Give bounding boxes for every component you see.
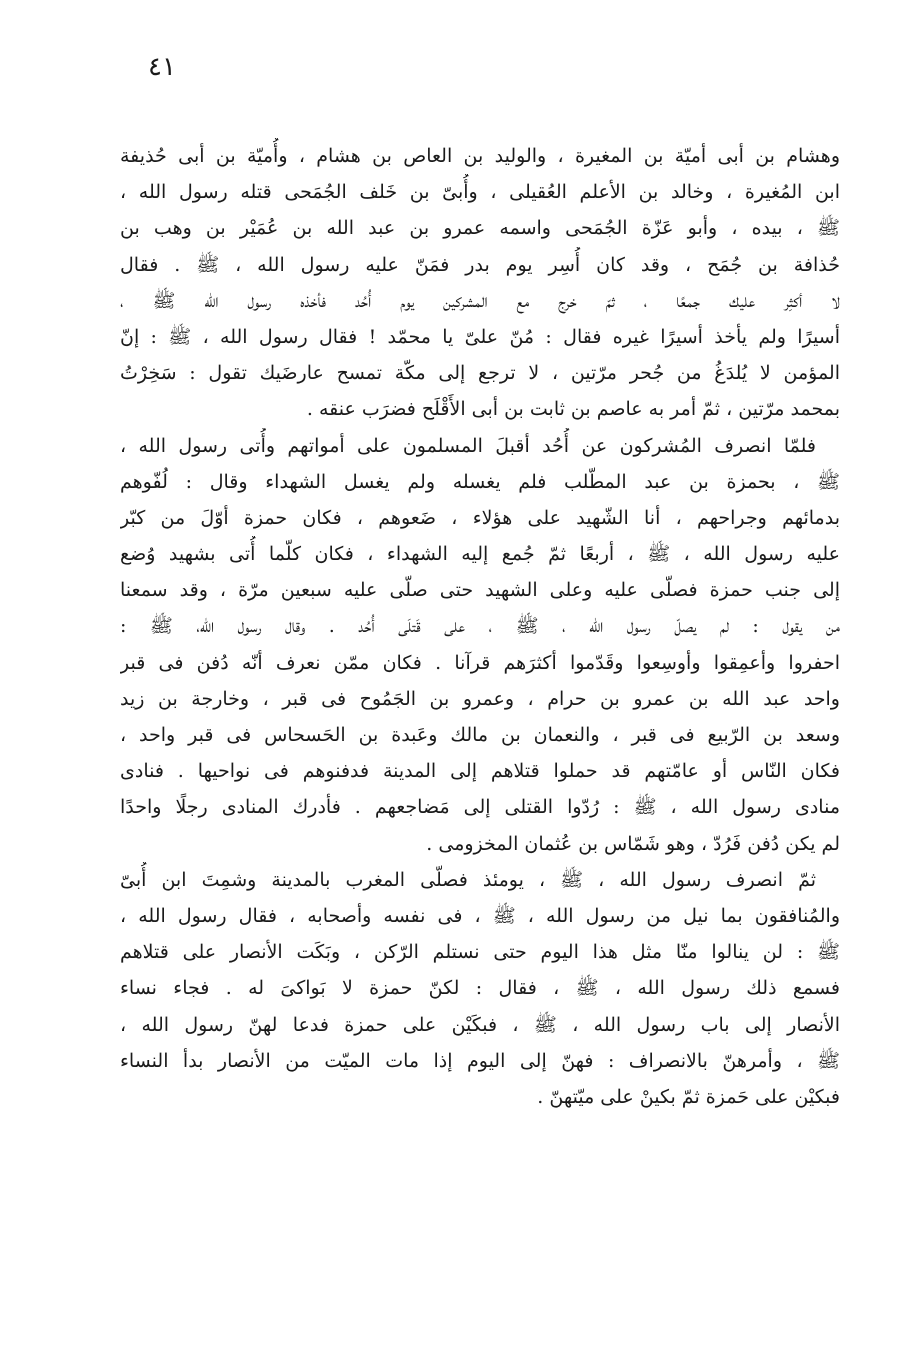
- text-line: فسمع ذلك رسول الله ، ﷺ ، فقال : لكنّ حمزة لا بَواكىَ له . فجاء نساء: [120, 977, 840, 1000]
- page-number: ٤١: [148, 52, 176, 82]
- text-line: فكان النّاس أو عامّتهم قد حملوا قتلاهم إلى المدينة فدفنوهم فى نواحيها . فنادى: [120, 760, 840, 783]
- text-line: الأنصار إلى باب رسول الله ، ﷺ ، فبكَيْن على حمزة فدعا لهنّ رسول الله ،: [120, 1013, 840, 1036]
- text-line: والمُنافقون بما نيل من رسول الله ، ﷺ ، فى نفسه وأصحابه ، فقال رسول الله ،: [120, 904, 840, 927]
- text-line: ﷺ ، وأمرهنّ بالانصراف : فهنّ إلى اليوم إذا مات الميّت من الأنصار بدأ النساء: [120, 1049, 840, 1072]
- text-line: وهشام بن أبى أميّة بن المغيرة ، والوليد بن العاص بن هشام ، وأُميّة بن أبى حُذيفة: [120, 145, 840, 167]
- text-line: أسيرًا ولم يأخذ أسيرًا غيره فقال : مُنّ علىّ يا محمّد ! فقال رسول الله ، ﷺ : إنّ: [120, 325, 840, 348]
- text-line: منادى رسول الله ، ﷺ : رُدّوا القتلى إلى مَضاجعهم . فأدرك المنادى رجلًا واحدًا: [120, 796, 840, 819]
- text-line: إلى جنب حمزة فصلّى عليه وعلى الشهيد حتى صلّى عليه سبعين مرّة ، وقد سمعنا: [120, 579, 840, 602]
- text-line: لا أكثِر عليك جمعًا ، ثمّ خرج مع المشركين يوم أُحُد فأخذه رسول الله ﷺ ،: [120, 289, 840, 312]
- text-line: فبكيْن على حَمزة ثمّ بكينْ على ميّتهنّ .: [537, 1085, 840, 1108]
- text-line: واحد عبد الله بن عمرو بن حرام ، وعمرو بن الجَمُوح فى قبر ، وخارجة بن زيد: [120, 687, 840, 710]
- text-line: ﷺ ، بيده ، وأبو عَزّة الجُمَحى واسمه عمرو بن عبد الله بن عُمَيْر بن وهب بن: [120, 217, 840, 240]
- text-line: وسعد بن الرّبيع فى قبر ، والنعمان بن مالك وعَبدة بن الحَسحاس فى قبر واحد ،: [120, 724, 840, 746]
- body-text: [120, 138, 840, 1115]
- text-line: احفروا وأعمِقوا وأوسِعوا وقَدّموا أكثرَهم قرآنا . فكان ممّن نعرف أنّه دُفن فى قبر: [120, 651, 840, 674]
- text-line: بمحمد مرّتين ، ثمّ أمر به عاصم بن ثابت بن أبى الأَقْلَح فضرَب عنقه .: [306, 398, 840, 421]
- text-line: المؤمن لا يُلدَغُ من جُحر مرّتين ، لا ترجع إلى مكّة تمسح عارضَيك تقول : سَخِرْتُ: [120, 362, 840, 385]
- text-line: ثمّ انصرف رسول الله ، ﷺ ، يومئذ فصلّى المغرب بالمدينة وشمِتَ ابن أُبىّ: [120, 868, 816, 891]
- text-line: من يقول : لم يصلّ رسول الله ، ﷺ ، على قَتلَى أُحُد . وقال رسول الله، ﷺ :: [120, 615, 840, 638]
- text-line: فلمّا انصرف المُشركون عن أُحُد أقبلَ المسلمون على أمواتهم وأُتى رسول الله ،: [120, 434, 816, 457]
- text-line: بدمائهم وجراحهم ، أنا الشّهيد على هؤلاء ، ضَعوهم ، فكان حمزة أوّلَ من كبّر: [120, 506, 840, 529]
- text-line: عليه رسول الله ، ﷺ ، أربعًا ثمّ جُمع إليه الشهداء ، فكان كلّما أُتى بشهيد وُضع: [120, 543, 840, 566]
- text-line: ابن المُغيرة ، وخالد بن الأعلم العُقيلى ، وأُبىّ بن خَلف الجُمَحى قتله رسول الله ،: [120, 181, 840, 204]
- text-line: ﷺ ، بحمزة بن عبد المطّلب فلم يغسله ولم يغسل الشهداء وقال : لُفّوهم: [120, 470, 840, 493]
- text-line: حُذافة بن جُمَح ، وقد كان أُسِر يوم بدر فمَنّ عليه رسول الله ، ﷺ . فقال: [120, 253, 840, 276]
- text-line: لم يكن دُفن فَرُدّ ، وهو شَمّاس بن عُثمان المخزومى .: [426, 832, 840, 855]
- text-line: ﷺ : لن ينالوا منّا مثل هذا اليوم حتى نستلم الرّكن ، وبَكَت الأنصار على قتلاهم: [120, 941, 840, 964]
